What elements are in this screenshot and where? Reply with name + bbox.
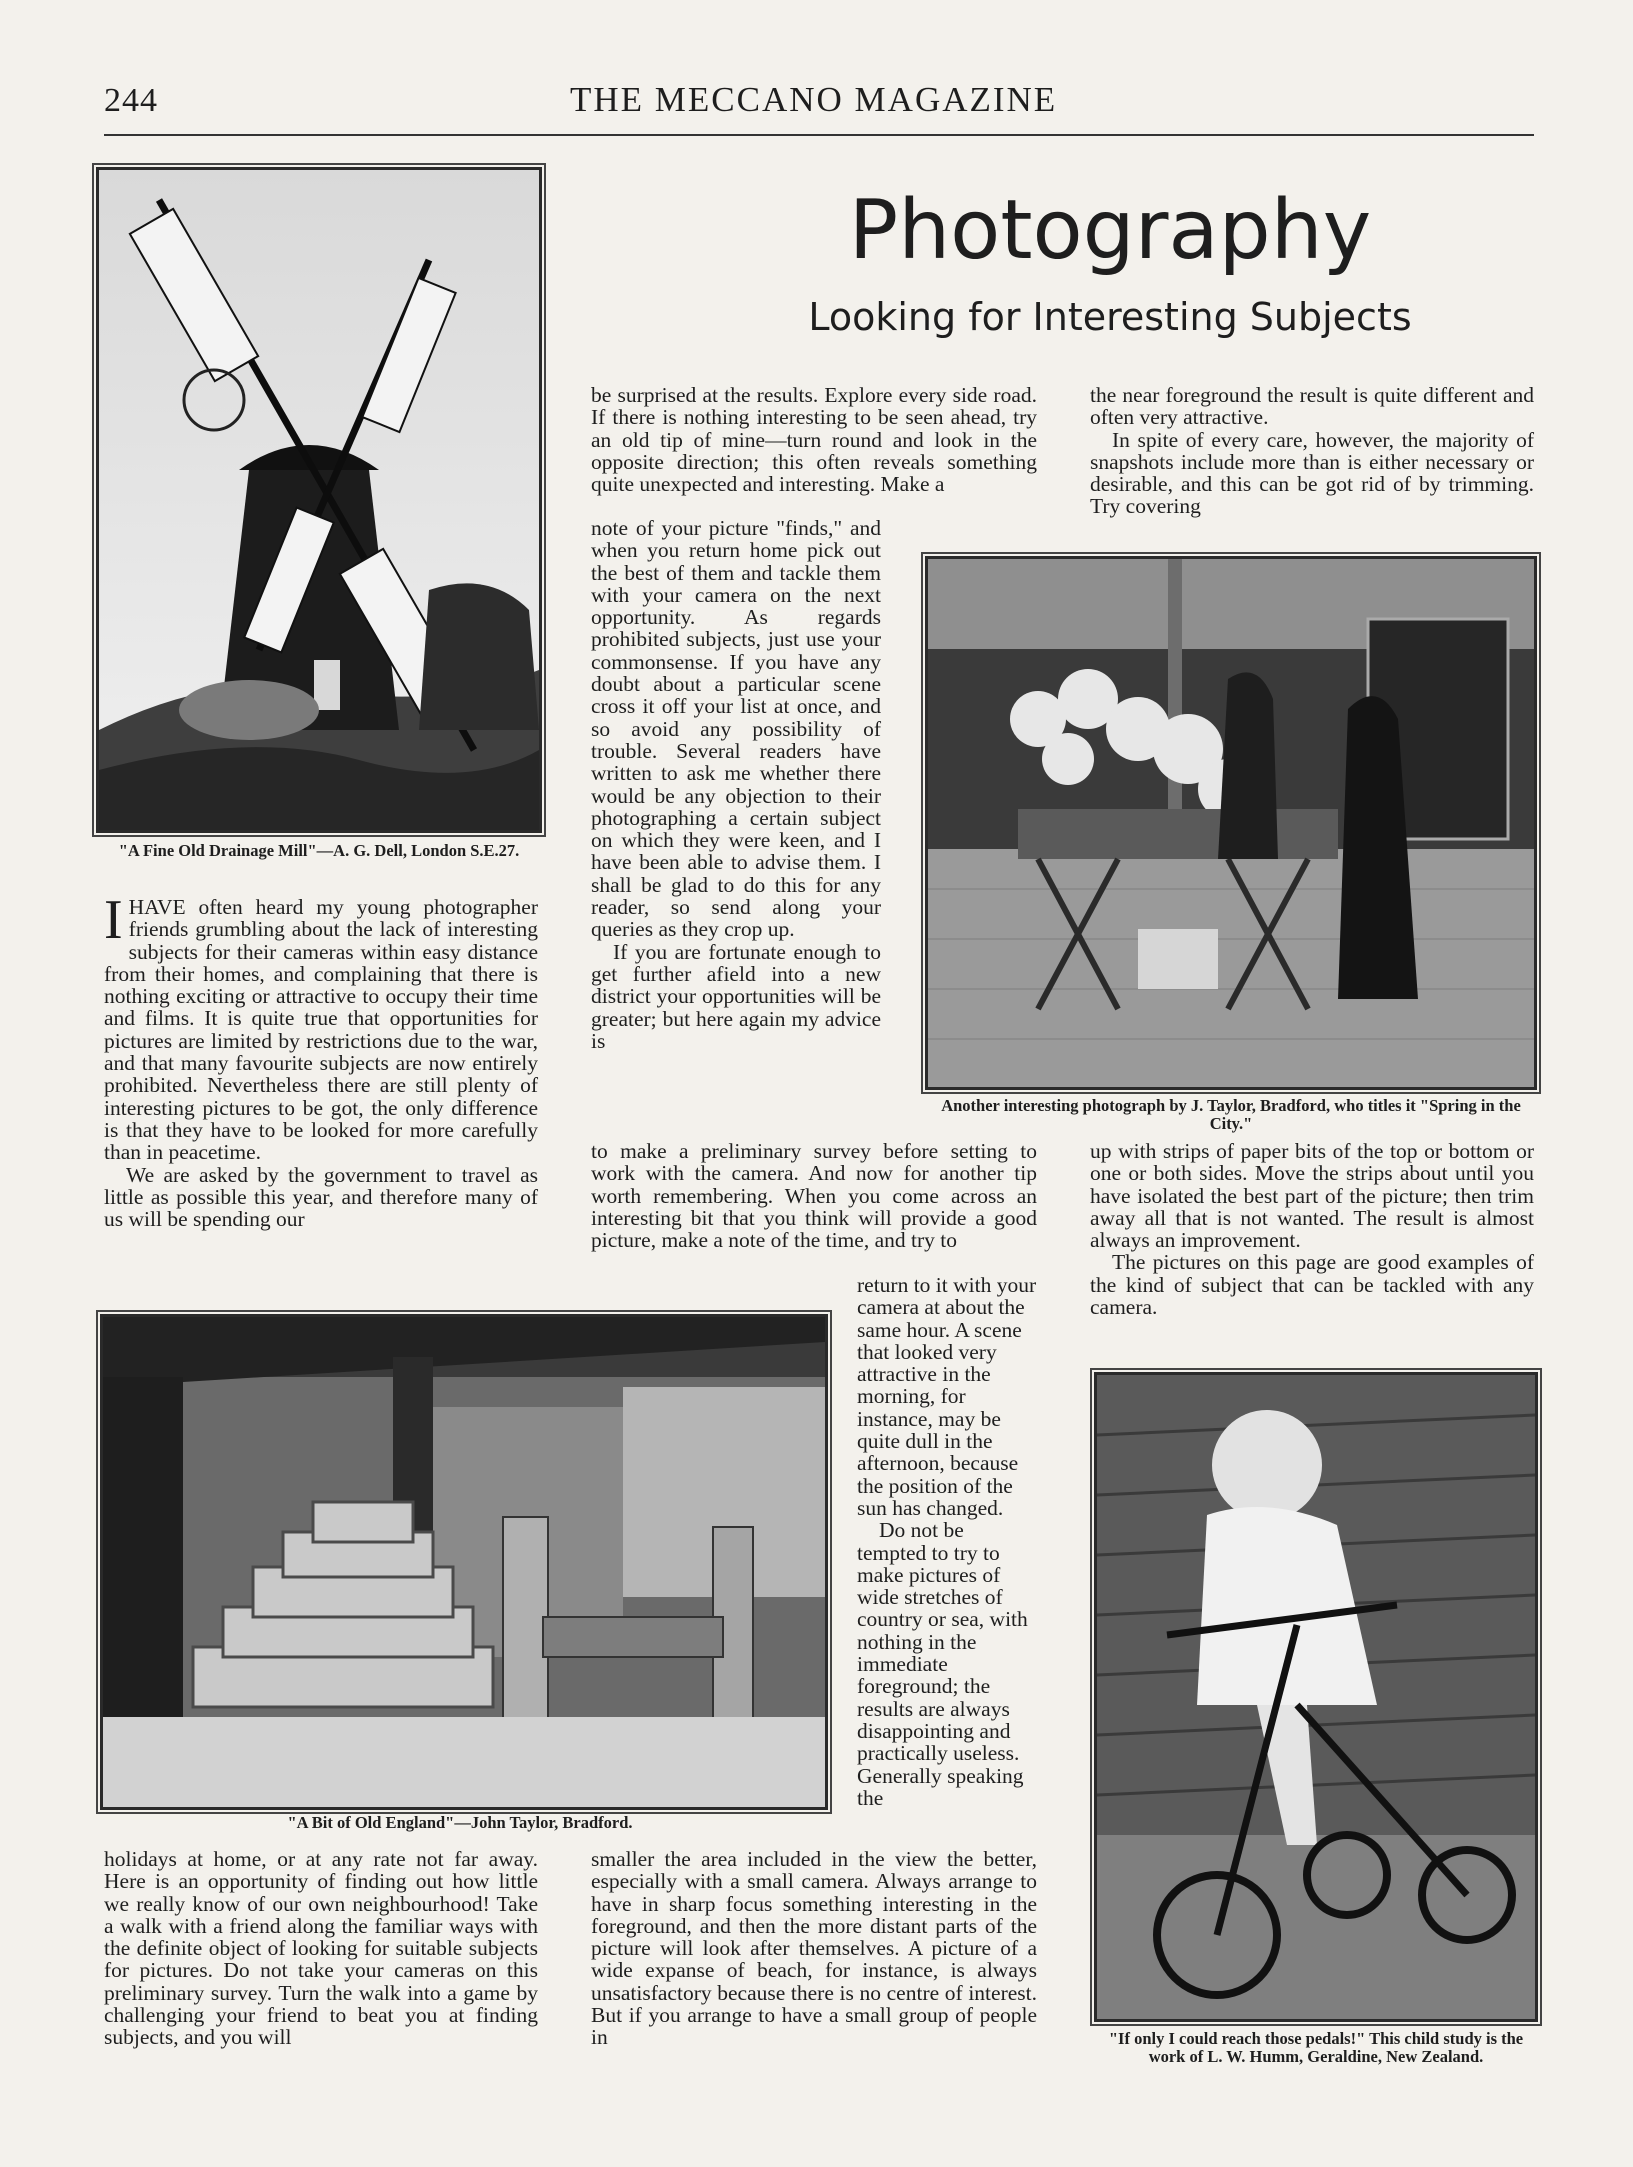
page-number: 244	[104, 82, 158, 119]
stocks-photo	[100, 1314, 828, 1810]
column3-mid	[1090, 1140, 1534, 1318]
column2-right-narrow	[857, 1274, 1037, 1809]
windmill-photo	[96, 167, 542, 833]
article-subtitle: Looking for Interesting Subjects	[808, 295, 1412, 339]
col2-narrow-paragraph2: If you are fortunate enough to get further afield into a new district your opportunities will be greater; but here again my advice is	[591, 939, 881, 1053]
col1-paragraph2: We are asked by the government to travel as little as possible this year, and therefore many of us will be spending our	[104, 1162, 538, 1232]
column2-mid	[591, 1140, 1037, 1251]
col3-mid-paragraph1: up with strips of paper bits of the top or bottom or one or both sides. Move the strips about until you have isolated the best part of the picture; then trim away all that is not wanted. The result is almost always an improvement.	[1090, 1139, 1534, 1253]
col3-top-paragraph1: the near foreground the result is quite different and often very attractive.	[1090, 383, 1534, 430]
col1-paragraph1: HAVE often heard my young photographer friends grumbling about the lack of interesting subjects for their cameras within easy distance from their homes, and complaining that there is nothing exciting or attractive to occupy their time and films. It is quite true that opportunities for pictures are limited by restrictions due to the war, and that many favourite subjects are now entirely prohibited. Nevertheless there are still plenty of interesting pictures to be got, the only difference is that they have to be looked for more carefully than in peacetime.	[104, 895, 538, 1165]
col2-narrow-paragraph1: note of your picture "finds," and when you return home pick out the best of them and tackle them with your camera on the next opportunity. As regards prohibited subjects, just use your commonsense. If you have any doubt about a particular scene cross it off your list at once, and so avoid any possibility of trouble. Several readers have written to ask me whether there would be any objection to their photographing a certain subject on which they were keen, and I have been able to advise them. I shall be glad to do this for any reader, so send along your queries as they crop up.	[591, 516, 881, 942]
child-caption: "If only I could reach those pedals!" This child study is the work of L. W. Humm, Geraldine, New Zealand.	[1108, 2029, 1524, 2066]
running-title: THE MECCANO MAGAZINE	[570, 80, 1058, 119]
article-title: Photography	[848, 183, 1372, 278]
col2-bottom-paragraph: smaller the area included in the view the better, especially with a small camera. Always arrange to have in sharp focus something interesting in the foreground, and then the more distant parts of the picture will look after themselves. A picture of a wide expanse of beach, for instance, is always unsatisfactory because there is no centre of interest. But if you arrange to have a small group of people in	[591, 1847, 1037, 2050]
drop-cap: I	[104, 889, 123, 951]
header-rule	[104, 134, 1534, 136]
column1-bottom	[104, 1848, 538, 2049]
child-photo	[1094, 1372, 1538, 2022]
column2-bottom	[591, 1848, 1037, 2049]
col2-top-paragraph: be surprised at the results. Explore every side road. If there is nothing interesting to be seen ahead, try an old tip of mine—turn round and look in the opposite direction; this often reveals something quite unexpected and interesting. Make a	[591, 383, 1037, 497]
col2-right-paragraph1: return to it with your camera at about the same hour. A scene that looked very attractive in the morning, for instance, may be quite dull in the afternoon, because the position of the sun has changed.	[857, 1273, 1037, 1520]
col2-mid-paragraph: to make a preliminary survey before setting to work with the camera. And now for another tip worth remembering. When you come across an interesting bit that you think will provide a good picture, make a note of the time, and try to	[591, 1139, 1037, 1253]
windmill-caption: "A Fine Old Drainage Mill"—A. G. Dell, London S.E.27.	[118, 841, 520, 860]
column1-top	[104, 889, 538, 1232]
column2-narrow	[591, 517, 881, 1052]
market-caption: Another interesting photograph by J. Taylor, Bradford, who titles it "Spring in the City."	[941, 1096, 1521, 1133]
col3-top-paragraph2: In spite of every care, however, the majority of snapshots include more than is either necessary or desirable, and this can be got rid of by trimming. Try covering	[1090, 427, 1534, 519]
col2-right-paragraph2: Do not be tempted to try to make pictures of wide stretches of country or sea, with nothing in the immediate foreground; the results are always disappointing and practically useless. Generally speaking the	[857, 1518, 1028, 1810]
market-photo	[925, 556, 1537, 1090]
stocks-caption: "A Bit of Old England"—John Taylor, Bradford.	[287, 1813, 633, 1832]
column2-top	[591, 384, 1037, 495]
col1-bottom-paragraph: holidays at home, or at any rate not far away. Here is an opportunity of finding out how little we really know of our own neighbourhood! Take a walk with a friend along the familiar ways with the definite object of looking for suitable subjects for pictures. Do not take your cameras on this preliminary survey. Turn the walk into a game by challenging your friend to beat you at finding subjects, and you will	[104, 1847, 538, 2050]
col3-mid-paragraph2: The pictures on this page are good examples of the kind of subject that can be tackled with any camera.	[1090, 1250, 1534, 1320]
column3-top	[1090, 384, 1534, 518]
